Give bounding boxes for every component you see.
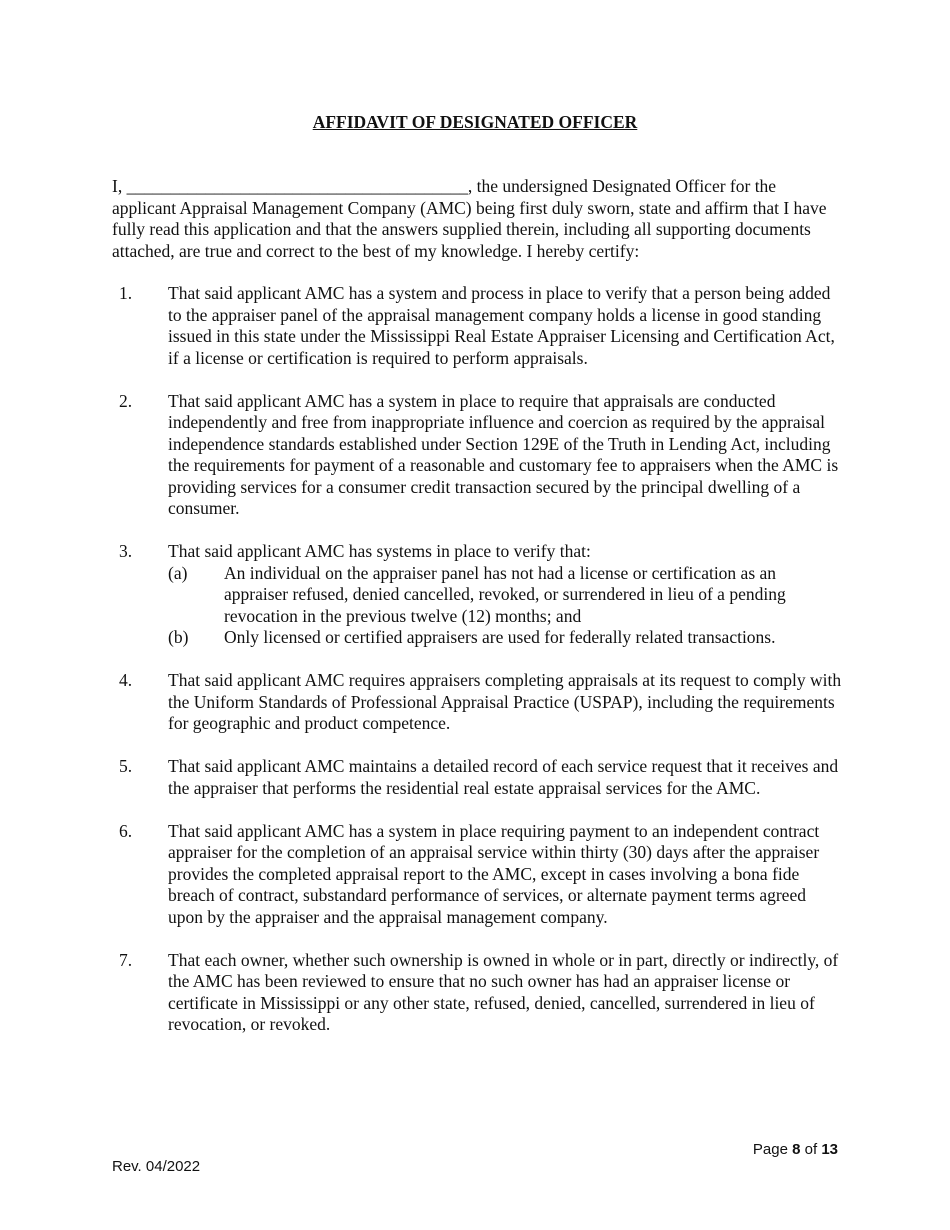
item-number: 4.: [119, 670, 133, 690]
list-item: [112, 950, 842, 1036]
item-text: That said applicant AMC has a system and process in place to verify that a person being added to the appraiser panel of the appraisal management company holds a license in good standing issued in this state under the Mississippi Real Estate Appraiser Licensing and Certification Act, if a license or certification is required to perform appraisals.: [168, 283, 835, 368]
list-item: [112, 283, 842, 369]
item-text: That said applicant AMC has a system in place requiring payment to an independent contract appraiser for the completion of an appraisal service within thirty (30) days after the appraiser provides the completed appraisal report to the AMC, except in cases involving a bona fide breach of contract, substandard performance of services, or alternate payment terms agreed upon by the appraiser and the appraisal management company.: [168, 820, 820, 927]
item-text: That said applicant AMC has systems in place to verify that:: [168, 541, 591, 561]
page-label: Page: [752, 1141, 788, 1158]
page-title: AFFIDAVIT OF DESIGNATED OFFICER: [312, 112, 638, 132]
item-number: 6.: [119, 820, 133, 841]
sub-item-text: An individual on the appraiser panel has not had a license or certification as an appraiser refused, denied cancelled, revoked, or surrendered in lieu of a pending revocation in the previous twelve (12) months; and: [224, 562, 786, 626]
sub-item-letter: (b): [168, 627, 189, 647]
intro-paragraph: [112, 176, 842, 262]
page-of: of: [804, 1141, 818, 1158]
item-text: That said applicant AMC maintains a detailed record of each service request that it receives and the appraiser that performs the residential real estate appraisal services for the AMC.: [168, 756, 839, 798]
page-number: [753, 1141, 838, 1158]
intro-text: , the undersigned Designated Officer for the applicant Appraisal Management Company (AMC) being first duly sworn, state and affirm that I have fully read this application and that the answers supplied therein, including all supporting documents attached, are true and correct to the best of my knowledge. I hereby certify:: [112, 176, 827, 261]
sub-item: [168, 563, 842, 628]
sub-item-letter: (a): [168, 562, 188, 583]
page-current: 8: [792, 1141, 801, 1158]
item-number: 2.: [119, 390, 133, 411]
revision-label: Rev. 04/2022: [112, 1158, 201, 1175]
page-total: 13: [821, 1141, 838, 1158]
sub-item-text: Only licensed or certified appraisers are used for federally related transactions.: [224, 627, 776, 647]
sub-item: [168, 627, 842, 649]
intro-prefix: I,: [112, 176, 127, 196]
item-text: That said applicant AMC requires appraisers completing appraisals at its request to comply with the Uniform Standards of Professional Appraisal Practice (USPAP), including the requirements for geographic and product competence.: [168, 670, 842, 733]
item-number: 3.: [119, 541, 133, 561]
item-number: 1.: [119, 283, 133, 303]
list-item: [112, 541, 842, 649]
item-text: That said applicant AMC has a system in place to require that appraisals are conducted independently and free from inappropriate influence and coercion as required by the appraisal independence standards established under Section 129E of the Truth in Lending Act, including the requirements for payment of a reasonable and customary fee to appraisers when the AMC is providing services for a consumer credit transaction secured by the principal dwelling of a consumer.: [168, 390, 839, 518]
list-item: [112, 391, 842, 520]
list-item: [112, 821, 842, 929]
item-number: 7.: [119, 949, 133, 970]
officer-name-blank: _______________________________________: [126, 176, 468, 196]
list-item: [112, 670, 842, 735]
item-number: 5.: [119, 756, 133, 776]
certification-list: [112, 283, 842, 1057]
item-text: That each owner, whether such ownership is owned in whole or in part, directly or indirectly, of the AMC has been reviewed to ensure that no such owner has had an appraiser license or certificate in Mississippi or any other state, refused, denied, cancelled, surrendered in lieu of revocation, or revoked.: [168, 949, 839, 1034]
list-item: [112, 756, 842, 799]
